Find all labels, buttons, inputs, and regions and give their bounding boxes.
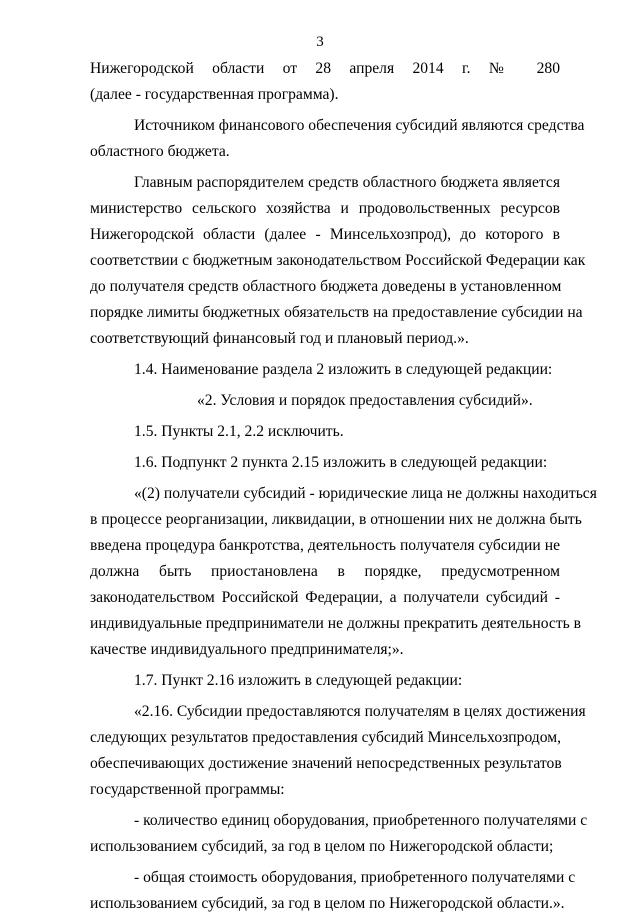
text-line: областного бюджета.	[90, 143, 230, 160]
list-item-first-line: - общая стоимость оборудования, приобретенного получателями с	[134, 869, 576, 886]
text-line: качестве индивидуального предпринимателя;».	[90, 641, 404, 658]
document-body	[90, 56, 597, 917]
text-line: обеспечивающих достижение значений непосредственных результатов	[90, 755, 562, 772]
text-line: Нижегородской области от 28 апреля 2014 г. № 280	[90, 60, 560, 77]
text-line: законодательством Российской Федерации, а получатели субсидий -	[90, 589, 560, 606]
text-line: использованием субсидий, за год в целом по Нижегородской области.».	[90, 895, 565, 912]
text-line: введена процедура банкротства, деятельность получателя субсидии не	[90, 537, 560, 554]
text-line: соответствии с бюджетным законодательством Российской Федерации как	[90, 252, 586, 269]
paragraph-first-line: 1.5. Пункты 2.1, 2.2 исключить.	[134, 423, 344, 440]
paragraph-first-line: 1.4. Наименование раздела 2 изложить в следующей редакции:	[134, 361, 553, 378]
text-line: до получателя средств областного бюджета доведены в установленном	[90, 278, 562, 295]
text-line: должна быть приостановлена в порядке, предусмотренном	[90, 563, 560, 580]
text-line: использованием субсидий, за год в целом по Нижегородской области;	[90, 838, 554, 855]
text-line: в процессе реорганизации, ликвидации, в отношении них не должна быть	[90, 511, 582, 528]
paragraph-first-line: 1.6. Подпункт 2 пункта 2.15 изложить в следующей редакции:	[134, 454, 548, 471]
text-line: следующих результатов предоставления субсидий Минсельхозпродом,	[90, 729, 561, 746]
paragraph-first-line: Главным распорядителем средств областного бюджета является	[134, 174, 560, 191]
text-line: Нижегородской области (далее - Минсельхозпрод), до которого в	[90, 226, 560, 243]
text-line: министерство сельского хозяйства и продовольственных ресурсов	[90, 200, 560, 217]
text-line: индивидуальные предприниматели не должны прекратить деятельность в	[90, 615, 582, 632]
text-line: порядке лимиты бюджетных обязательств на предоставление субсидии на	[90, 304, 583, 321]
section-title-line: «2. Условия и порядок предоставления субсидий».	[197, 392, 533, 409]
paragraph-first-line: Источником финансового обеспечения субсидий являются средства	[134, 117, 585, 134]
paragraph-first-line: 1.7. Пункт 2.16 изложить в следующей редакции:	[134, 672, 463, 689]
text-line: (далее - государственная программа).	[90, 86, 339, 103]
text-line: соответствующий финансовый год и плановый период.».	[90, 330, 469, 347]
paragraph-first-line: «2.16. Субсидии предоставляются получателям в целях достижения	[134, 703, 586, 720]
list-item-first-line: - количество единиц оборудования, приобретенного получателями с	[134, 812, 588, 829]
text-line: государственной программы:	[90, 781, 285, 798]
paragraph-first-line: «(2) получатели субсидий - юридические лица не должны находиться	[134, 485, 597, 502]
page-number: 3	[316, 34, 324, 50]
